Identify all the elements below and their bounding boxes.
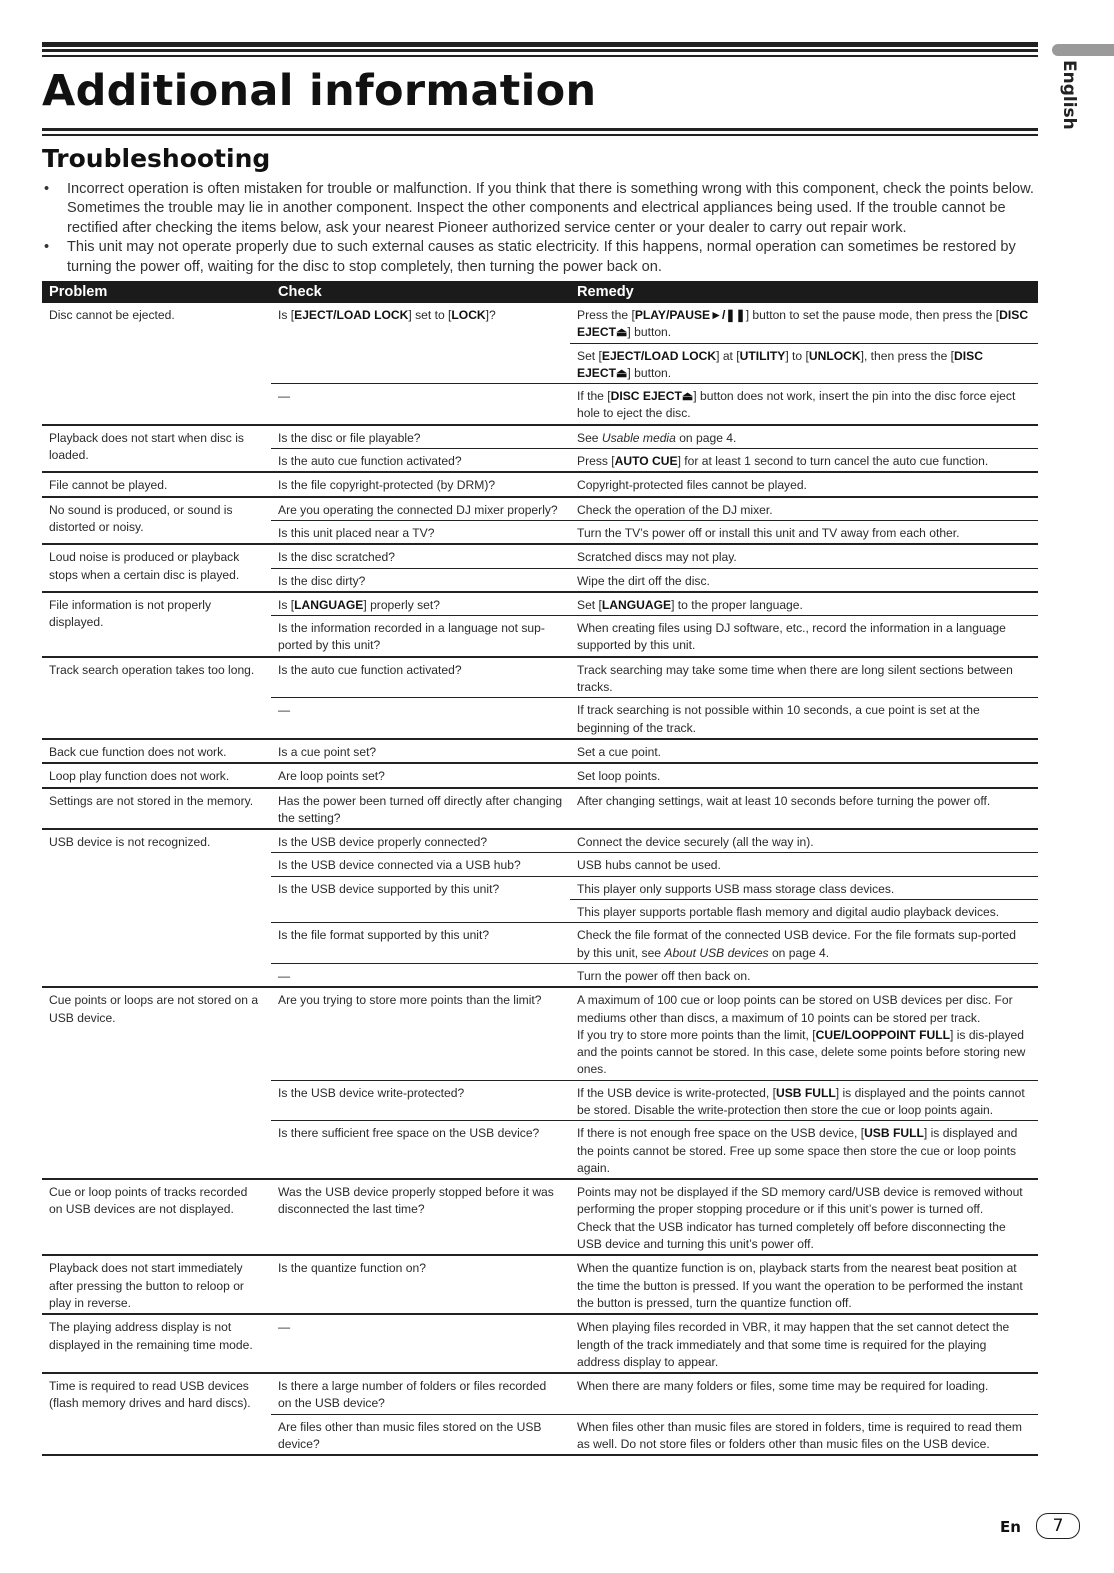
remedy-cell: When the quantize function is on, playback starts from the nearest beat position at the time the button is pressed. If you want the operation to be performed the instant the button is pressed, turn the quantize function off. (570, 1255, 1038, 1314)
remedy-cell: Copyright-protected files cannot be played. (570, 472, 1038, 496)
check-cell: — (271, 1314, 570, 1373)
check-cell: Are you operating the connected DJ mixer properly? (271, 497, 570, 521)
problem-cell: Loop play function does not work. (42, 763, 271, 787)
table-row (42, 1255, 1038, 1314)
remedy-cell: If track searching is not possible within 10 seconds, a cue point is set at the beginning of the track. (570, 698, 1038, 739)
check-cell: Is the information recorded in a language not sup-ported by this unit? (271, 616, 570, 657)
page-number: 7 (1036, 1513, 1080, 1539)
remedy-cell: Set a cue point. (570, 739, 1038, 763)
problem-cell: Cue points or loops are not stored on a USB device. (42, 987, 271, 1179)
header-remedy: Remedy (570, 281, 1038, 303)
problem-cell: File cannot be played. (42, 472, 271, 496)
table-row (42, 657, 1038, 698)
remedy-cell: Set loop points. (570, 763, 1038, 787)
check-cell: Is the auto cue function activated? (271, 657, 570, 698)
check-cell: Is there sufficient free space on the USB device? (271, 1121, 570, 1179)
problem-cell: Time is required to read USB devices (flash memory drives and hard discs). (42, 1373, 271, 1455)
problem-cell: Track search operation takes too long. (42, 657, 271, 739)
check-cell: Is the USB device properly connected? (271, 829, 570, 853)
table-row (42, 303, 1038, 343)
check-cell: Is the quantize function on? (271, 1255, 570, 1314)
check-cell: Was the USB device properly stopped before it was disconnected the last time? (271, 1179, 570, 1255)
header-rule-thick (42, 42, 1038, 47)
table-row (42, 425, 1038, 449)
check-cell: Is the USB device connected via a USB hub? (271, 853, 570, 876)
remedy-cell: When there are many folders or files, some time may be required for loading. (570, 1373, 1038, 1414)
title-rule-lower (42, 134, 1038, 136)
check-cell: Is the disc scratched? (271, 544, 570, 568)
remedy-cell: Turn the power off then back on. (570, 963, 1038, 987)
check-cell: — (271, 698, 570, 739)
check-cell: Is a cue point set? (271, 739, 570, 763)
header-problem: Problem (42, 281, 271, 303)
problem-cell: Cue or loop points of tracks recorded on USB devices are not displayed. (42, 1179, 271, 1255)
intro-bullet: • Incorrect operation is often mistaken for trouble or malfunction. If you think that there is something wrong with this component, check the points below. Sometimes the trouble may lie in another component. Inspect the other components and electrical appliances being used. If the trouble cannot be rectified after checking the items below, ask your nearest Pioneer authorized service center or your dealer to carry out repair work. (42, 180, 1038, 238)
remedy-cell: Turn the TV’s power off or install this unit and TV away from each other. (570, 520, 1038, 544)
table-body (42, 303, 1038, 1455)
problem-cell: Back cue function does not work. (42, 739, 271, 763)
check-cell: Is the auto cue function activated? (271, 449, 570, 473)
table-row (42, 544, 1038, 568)
language-tab-label: English (1059, 60, 1079, 130)
page-title: Additional information (42, 66, 597, 116)
remedy-cell: After changing settings, wait at least 10 seconds before turning the power off. (570, 788, 1038, 830)
language-tab (1052, 44, 1114, 56)
check-cell: Is the disc or file playable? (271, 425, 570, 449)
check-cell: — (271, 384, 570, 425)
check-cell: Is there a large number of folders or files recorded on the USB device? (271, 1373, 570, 1414)
table-header-row (42, 281, 1038, 303)
table-row (42, 987, 1038, 1080)
check-cell: Are files other than music files stored on the USB device? (271, 1414, 570, 1455)
remedy-cell: When files other than music files are stored in folders, time is required to read them as well. Do not store files or folders other than music files on the USB device. (570, 1414, 1038, 1455)
remedy-cell: Check the operation of the DJ mixer. (570, 497, 1038, 521)
remedy-cell: When creating files using DJ software, etc., record the information in a language supported by this unit. (570, 616, 1038, 657)
remedy-cell: Press the [PLAY/PAUSE►/❚❚] button to set the pause mode, then press the [DISC EJECT⏏] button. (570, 303, 1038, 343)
header-rule-thin (42, 55, 1038, 57)
table-row (42, 1314, 1038, 1373)
problem-cell: Playback does not start immediately after pressing the button to reloop or play in reverse. (42, 1255, 271, 1314)
check-cell: — (271, 963, 570, 987)
remedy-cell: USB hubs cannot be used. (570, 853, 1038, 876)
check-cell: Is the USB device supported by this unit? (271, 876, 570, 923)
check-cell: Is the USB device write-protected? (271, 1080, 570, 1121)
remedy-cell: When playing files recorded in VBR, it may happen that the set cannot detect the length of the track immediately and that some time is required for the playing address display to appear. (570, 1314, 1038, 1373)
problem-cell: Disc cannot be ejected. (42, 303, 271, 425)
check-cell: Are loop points set? (271, 763, 570, 787)
remedy-cell: See Usable media on page 4. (570, 425, 1038, 449)
remedy-cell: A maximum of 100 cue or loop points can be stored on USB devices per disc. For mediums other than discs, a maximum of 10 points can be stored per track. If you try to store more points than the limit, [CUE/LOOPPOINT FULL] is dis-played and the points cannot be stored. In this case, delete some points before storing new ones. (570, 987, 1038, 1080)
check-cell: Has the power been turned off directly after changing the setting? (271, 788, 570, 830)
remedy-cell: Scratched discs may not play. (570, 544, 1038, 568)
section-title: Troubleshooting (42, 144, 271, 173)
check-cell: Is this unit placed near a TV? (271, 520, 570, 544)
table-row (42, 472, 1038, 496)
table-row (42, 1179, 1038, 1255)
problem-cell: No sound is produced, or sound is distorted or noisy. (42, 497, 271, 545)
remedy-cell: Press [AUTO CUE] for at least 1 second to turn cancel the auto cue function. (570, 449, 1038, 473)
check-cell: Is the file copyright-protected (by DRM)? (271, 472, 570, 496)
remedy-cell: If there is not enough free space on the USB device, [USB FULL] is displayed and the points cannot be stored. Free up some space then store the cue or loop points again. (570, 1121, 1038, 1179)
problem-cell: The playing address display is not displayed in the remaining time mode. (42, 1314, 271, 1373)
title-rule-upper (42, 128, 1038, 131)
check-cell: Is [LANGUAGE] properly set? (271, 592, 570, 616)
table-row (42, 1373, 1038, 1414)
header-check: Check (271, 281, 570, 303)
remedy-cell: If the [DISC EJECT⏏] button does not work, insert the pin into the disc force eject hole to eject the disc. (570, 384, 1038, 425)
remedy-cell: Set [LANGUAGE] to the proper language. (570, 592, 1038, 616)
table-row (42, 763, 1038, 787)
remedy-cell: Check the file format of the connected USB device. For the file formats sup-ported by this unit, see About USB devices on page 4. (570, 923, 1038, 964)
check-cell: Is the disc dirty? (271, 568, 570, 592)
remedy-cell: Points may not be displayed if the SD memory card/USB device is removed without performing the proper stopping procedure or if this unit’s power is turned off. Check that the USB indicator has turned completely off before disconnecting the USB device and turning this unit’s power off. (570, 1179, 1038, 1255)
check-cell: Is [EJECT/LOAD LOCK] set to [LOCK]? (271, 303, 570, 384)
problem-cell: Loud noise is produced or playback stops when a certain disc is played. (42, 544, 271, 592)
remedy-cell: Set [EJECT/LOAD LOCK] at [UTILITY] to [UNLOCK], then press the [DISC EJECT⏏] button. (570, 343, 1038, 384)
footer-language: En (1000, 1518, 1021, 1536)
intro-bullet: • This unit may not operate properly due to such external causes as static electricity. If this happens, normal operation can sometimes be restored by turning the power off, waiting for the disc to stop completely, then turning the power back on. (42, 238, 1038, 277)
problem-cell: Playback does not start when disc is loaded. (42, 425, 271, 473)
remedy-cell: Track searching may take some time when there are long silent sections between tracks. (570, 657, 1038, 698)
check-cell: Are you trying to store more points than the limit? (271, 987, 570, 1080)
problem-cell: File information is not properly displayed. (42, 592, 271, 657)
table-row (42, 497, 1038, 521)
table-row (42, 788, 1038, 830)
table-row (42, 739, 1038, 763)
troubleshooting-table (42, 281, 1038, 1456)
check-cell: Is the file format supported by this unit? (271, 923, 570, 964)
remedy-cell: This player only supports USB mass storage class devices. (570, 876, 1038, 899)
problem-cell: Settings are not stored in the memory. (42, 788, 271, 830)
header-rule-mid (42, 49, 1038, 52)
remedy-cell: If the USB device is write-protected, [USB FULL] is displayed and the points cannot be stored. Disable the write-protection then store the cue or loop points again. (570, 1080, 1038, 1121)
problem-cell: USB device is not recognized. (42, 829, 271, 987)
remedy-cell: Connect the device securely (all the way in). (570, 829, 1038, 853)
table-row (42, 592, 1038, 616)
remedy-cell: This player supports portable flash memory and digital audio playback devices. (570, 900, 1038, 923)
table-row (42, 829, 1038, 853)
remedy-cell: Wipe the dirt off the disc. (570, 568, 1038, 592)
intro-list (42, 180, 1038, 277)
